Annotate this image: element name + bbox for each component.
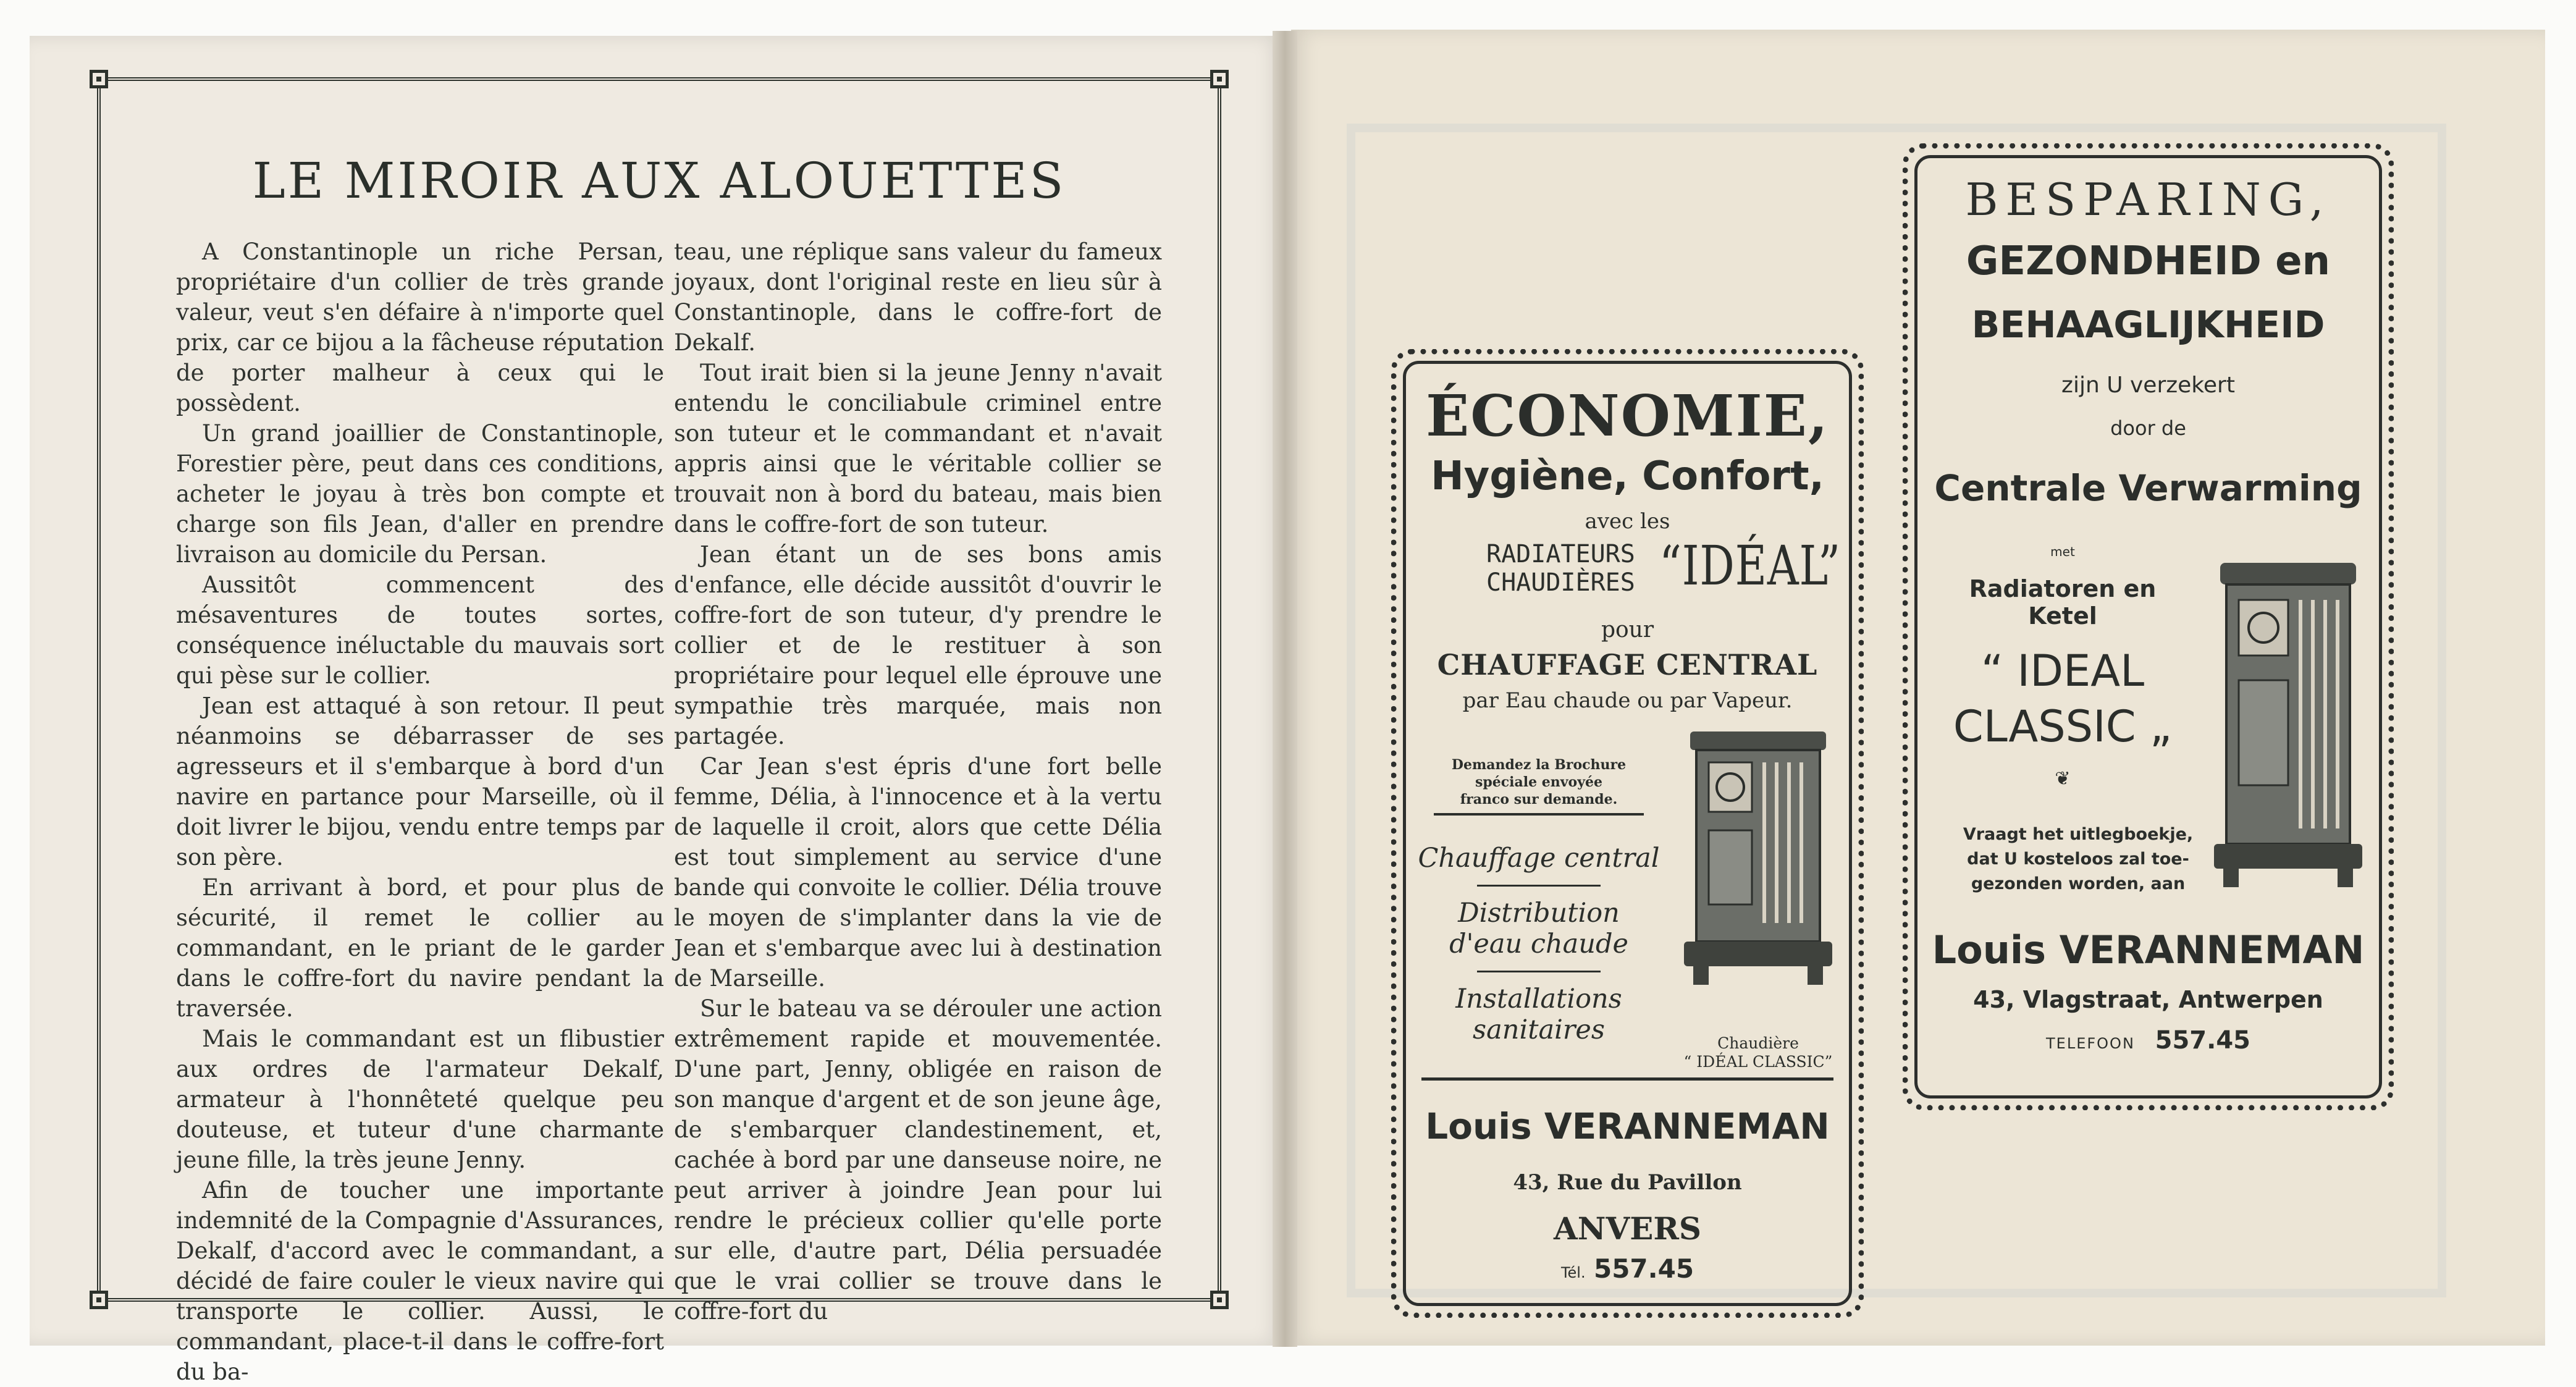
book-gutter <box>1273 31 1297 1347</box>
ad-text: Centrale Verwarming <box>1934 467 2362 509</box>
article-column-right <box>674 237 1162 1326</box>
divider <box>1477 885 1601 887</box>
ad-brand-ideal: “IDÉAL” <box>1659 534 1841 597</box>
ad-brochure-note <box>1434 756 1644 808</box>
ad-text: Chaudière <box>1717 1034 1799 1052</box>
ad-text: Radiatoren en Ketel <box>1969 575 2157 630</box>
ad-company: Louis VERANNEMAN <box>1932 927 2365 972</box>
ad-text: pour <box>1601 617 1654 643</box>
ad-subheadline: Hygiène, Confort, <box>1431 453 1824 499</box>
corner-ornament-icon <box>90 70 108 88</box>
corner-ornament-icon <box>1210 1291 1229 1309</box>
ad-text: door de <box>2110 416 2186 440</box>
ad-text: “ IDEAL <box>1980 646 2145 696</box>
ad-address: 43, Rue du Pavillon <box>1513 1170 1742 1195</box>
ad-text: Tél. <box>1560 1264 1586 1281</box>
paragraph: Tout irait bien si la jeune Jenny n'avait entendu le conciliabule criminel entre son tuteur et le commandant et n'avait appris ainsi que le véritable collier se trouvait non à bord du bateau, mais bien dans le coffre-fort de son tuteur. <box>674 360 1162 538</box>
ad-telephone <box>1908 1026 2388 1055</box>
ad-headline: BESPARING, <box>1965 174 2331 226</box>
boiler-icon <box>2205 557 2372 890</box>
ad-text: dat U kosteloos zal toe- <box>1967 849 2189 869</box>
article-title: LE MIROIR AUX ALOUETTES <box>252 152 1066 209</box>
paragraph: Aussitôt commencent des mésaventures de toutes sortes, conséquence inéluctable du mauvais sort qui pèse sur le collier. <box>176 571 664 689</box>
advertisement-ideal-nl <box>1903 143 2394 1110</box>
ad-text: Installations <box>1455 984 1622 1014</box>
ad-text: CLASSIC „ <box>1953 701 2173 752</box>
ad-radiators-label <box>1486 540 1635 597</box>
ad-company: Louis VERANNEMAN <box>1425 1105 1830 1147</box>
ad-text: BEHAAGLIJKHEID <box>1971 303 2325 347</box>
ad-text: met <box>2050 544 2075 559</box>
paragraph: Un grand joaillier de Constantinople, Forestier père, peut dans ces conditions, acheter le joyau à très bon compte et charge son fils Jean, d'aller en prendre livraison au domicile du Persan. <box>176 420 664 568</box>
article-column-left <box>176 237 664 1387</box>
paragraph: Afin de toucher une importante indemnité de la Compagnie d'Assurances, Dekalf, d'accord avec le commandant, a décidé de faire couler le vieux navire qui transporte le collier. Aussi, le commandant, place-t-il dans le coffre-fort du ba- <box>176 1177 664 1385</box>
flourish-icon: ❦ <box>2055 768 2071 790</box>
ad-text: franco sur demande. <box>1460 791 1618 807</box>
paragraph: teau, une réplique sans valeur du fameux joyaux, dont l'original reste en lieu sûr à Constantinople, dans le coffre-fort de Dekalf. <box>674 238 1162 356</box>
ad-services-list <box>1409 843 1669 1045</box>
ad-text: RADIATEURS <box>1486 540 1635 568</box>
ad-text: Chauffage central <box>1418 843 1660 874</box>
ad-text: gezonden worden, aan <box>1971 874 2186 893</box>
ad-phone-number: 557.45 <box>2155 1026 2250 1055</box>
ad-text: par Eau chaude ou par Vapeur. <box>1462 688 1793 713</box>
ad-address: 43, Vlagstraat, Antwerpen <box>1973 986 2323 1013</box>
paragraph: Sur le bateau va se dérouler une action extrêmement rapide et mouvementée. D'une part, Jenny, obligée en raison de son manque d'argent et de son jeune âge, de s'embarquer clandestinement, et, cachée à bord par une danseuse noire, ne peut arriver à joindre Jean pour lui rendre le précieux collier qu'elle porte sur elle, d'autre part, Délia persuadée que le vrai collier se trouve dans le coffre-fort du <box>674 995 1162 1325</box>
ad-city: ANVERS <box>1553 1210 1702 1247</box>
boiler-caption <box>1678 1034 1838 1071</box>
ad-text: “ IDÉAL CLASSIC” <box>1683 1053 1833 1071</box>
paragraph: En arrivant à bord, et pour plus de sécurité, il remet le collier au commandant, en le priant de le garder dans le coffre-fort du navire pendant la traversée. <box>176 874 664 1022</box>
paragraph: Jean est attaqué à son retour. Il peut néanmoins se débarrasser de ses agresseurs et il s'embarque à bord d'un navire en partance pour Marseille, où il doit livrer le bijou, vendu entre temps par son père. <box>176 693 664 871</box>
divider <box>1434 813 1644 816</box>
ad-text: spéciale envoyée <box>1475 774 1602 790</box>
corner-ornament-icon <box>1210 70 1229 88</box>
ad-text: TELEFOON <box>2046 1035 2135 1052</box>
ad-phone-number: 557.45 <box>1593 1254 1694 1284</box>
ad-telephone <box>1397 1254 1858 1284</box>
ad-text: d'eau chaude <box>1449 929 1628 959</box>
divider <box>1421 1077 1833 1081</box>
advertisement-ideal-fr <box>1391 349 1864 1318</box>
ad-text: sanitaires <box>1473 1014 1605 1045</box>
paragraph: Jean étant un de ses bons amis d'enfance, elle décide aussitôt d'ouvrir le coffre-fort de son tuteur, d'y prendre le collier et de le restituer à son propriétaire pour lequel elle éprouve une sympathie très marquée, mais non partagée. <box>674 541 1162 749</box>
paragraph: Mais le commandant est un flibustier aux ordres de l'armateur Dekalf, armateur à l'honnêteté quelque peu douteuse, et tuteur d'une charmante jeune fille, la très jeune Jenny. <box>176 1026 664 1173</box>
paragraph: Car Jean s'est épris d'une fort belle femme, Délia, à l'innocence et à la vertu de laquelle il croit, alors que cette Délia est tout simplement au service d'une bande qui convoite le collier. Délia trouve le moyen de s'implanter dans la vie de Jean et s'embarque avec lui à destination de Marseille. <box>674 753 1162 992</box>
ad-text: Demandez la Brochure <box>1451 757 1627 773</box>
ad-headline: ÉCONOMIE, <box>1426 382 1829 449</box>
divider <box>1477 971 1601 972</box>
ad-text: avec les <box>1585 509 1670 534</box>
ad-product-block <box>1933 544 2192 790</box>
ad-text: GEZONDHEID en <box>1966 238 2331 284</box>
ad-text: zijn U verzekert <box>2061 373 2235 398</box>
boiler-icon <box>1678 725 1838 991</box>
corner-ornament-icon <box>90 1291 108 1309</box>
ad-text: CHAUDIÈRES <box>1486 568 1635 597</box>
paragraph: A Constantinople un riche Persan, propriétaire d'un collier de très grande valeur, veut s'en défaire à n'importe quel prix, car ce bijou a la fâcheuse réputation de porter malheur à ceux qui le possèdent. <box>176 238 664 416</box>
ad-body-text <box>1933 822 2223 896</box>
ad-service: CHAUFFAGE CENTRAL <box>1437 648 1818 681</box>
ad-text: Distribution <box>1458 898 1620 929</box>
article-frame <box>97 77 1221 1385</box>
ad-text: Vraagt het uitlegboekje, <box>1963 825 2194 844</box>
